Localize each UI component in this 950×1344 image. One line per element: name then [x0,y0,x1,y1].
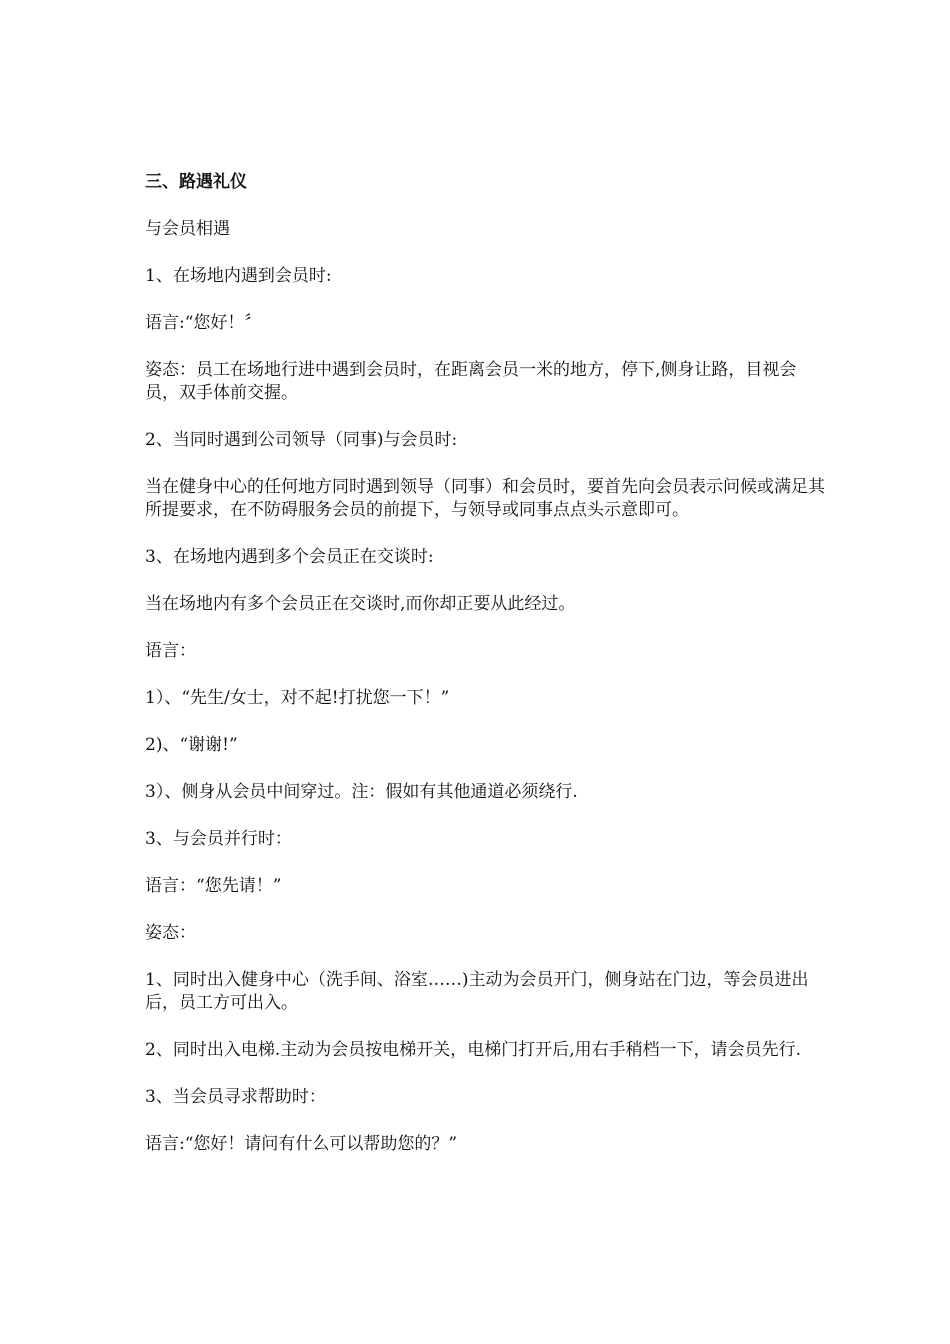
paragraph: 语言:“您好！请问有什么可以帮助您的？” [145,1134,458,1154]
paragraph: 与会员相遇 [145,219,230,239]
paragraph: 2)、“谢谢!” [145,735,238,755]
paragraph: 1、在场地内遇到会员时: [145,266,332,286]
paragraph: 1）、“先生/女士，对不起!打扰您一下！” [145,688,450,708]
paragraph: 语言： [145,641,196,661]
paragraph: 姿态：员工在场地行进中遇到会员时，在距离会员一米的地方，停下,侧身让路，目视会员，双手体前交握。 [145,360,797,403]
paragraph: 语言:“您好！〞 [145,313,262,333]
paragraph: 1、同时出入健身中心（洗手间、浴室……)主动为会员开门，侧身站在门边，等会员进出后，员工方可出入。 [145,970,809,1013]
document-page [145,171,825,1180]
paragraph: 3、当会员寻求帮助时： [145,1087,326,1107]
paragraph: 2、当同时遇到公司领导（同事)与会员时: [145,430,458,450]
paragraph: 3）、侧身从会员中间穿过。注：假如有其他通道必须绕行. [145,782,578,802]
paragraph: 语言：“您先请！” [145,876,282,896]
paragraph: 2、同时出入电梯.主动为会员按电梯开关，电梯门打开后,用右手稍档一下，请会员先行. [145,1040,802,1060]
paragraph: 当在健身中心的任何地方同时遇到领导（同事）和会员时，要首先向会员表示问候或满足其所提要求，在不防碍服务会员的前提下，与领导或同事点点头示意即可。 [145,477,825,520]
paragraph: 3、在场地内遇到多个会员正在交谈时: [145,547,434,567]
section-heading: 三、路遇礼仪 [145,172,247,192]
paragraph: 3、与会员并行时： [145,829,292,849]
paragraph: 当在场地内有多个会员正在交谈时,而你却正要从此经过。 [145,594,576,614]
paragraph: 姿态： [145,923,196,943]
